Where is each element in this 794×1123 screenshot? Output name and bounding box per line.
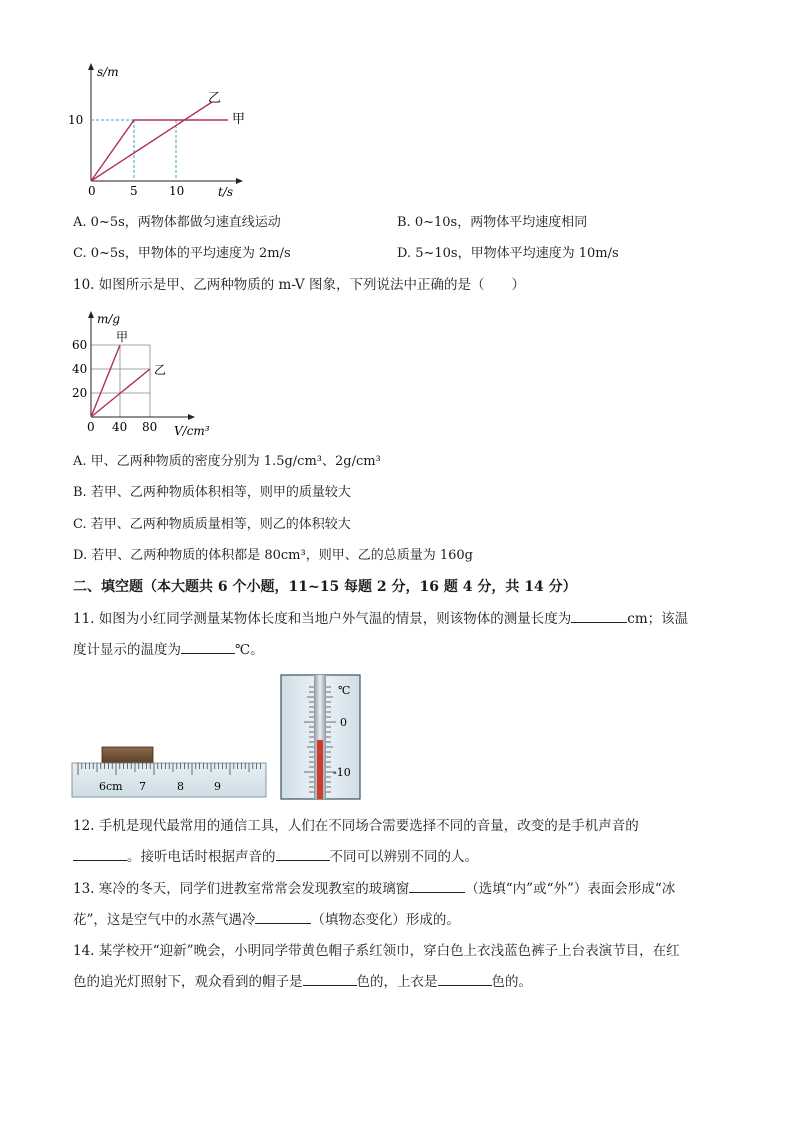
q13-line2 [73, 911, 460, 929]
q9-series-label-yi: 乙 [208, 91, 222, 106]
q13-blank-phase[interactable] [255, 911, 311, 924]
q10-mv-chart [70, 308, 250, 440]
q9-xtick-5: 5 [130, 184, 138, 198]
q10-xtick-40: 40 [112, 420, 128, 434]
ruler-label-6: 6cm [99, 780, 123, 793]
q10-ytick-20: 20 [72, 386, 88, 400]
q10-series-label-jia: 甲 [116, 330, 129, 344]
ruler-figure [72, 744, 268, 800]
thermometer-mercury [317, 740, 323, 799]
q10-ytick-60: 60 [72, 338, 88, 352]
q13-text-b: （选填“内”或“外”）表面会形成“冰 [465, 881, 676, 897]
q11-text-d: ℃。 [235, 642, 264, 658]
q10-xtick-0: 0 [87, 420, 95, 434]
q9-option-d[interactable]: D. 5~10s，甲物体平均速度为 10m/s [397, 246, 619, 261]
q9-xtick-0: 0 [88, 184, 96, 198]
q10-y-label: m/g [97, 312, 121, 326]
section2-heading: 二、填空题（本大题共 6 个小题，11~15 每题 2 分，16 题 4 分，共 14 分） [73, 579, 577, 595]
q14-text-a: 色的追光灯照射下，观众看到的帽子是 [73, 974, 303, 990]
q9-option-a[interactable]: A. 0~5s，两物体都做匀速直线运动 [73, 215, 281, 230]
q10-option-b[interactable]: B. 若甲、乙两种物质体积相等，则甲的质量较大 [73, 485, 351, 500]
q9-series-yi [91, 102, 212, 181]
q11-blank-length[interactable] [571, 610, 627, 623]
ruler-label-8: 8 [177, 780, 184, 793]
q10-xtick-80: 80 [142, 420, 158, 434]
q13-text-d: （填物态变化）形成的。 [311, 912, 460, 928]
q14-text-b: 色的，上衣是 [356, 974, 438, 990]
q13-line1 [73, 880, 675, 898]
ruler-label-9: 9 [214, 780, 221, 793]
q12-text-c: 不同可以辨别不同的人。 [329, 849, 478, 865]
q11-text-b: cm；该温 [627, 611, 689, 627]
q12-line1: 12. 手机是现代最常用的通信工具，人们在不同场合需要选择不同的音量，改变的是手机声音的 [73, 818, 639, 834]
q10-series-jia [91, 345, 120, 417]
q10-stem: 10. 如图所示是甲、乙两种物质的 m-V 图象，下列说法中正确的是（ ） [73, 277, 525, 293]
q11-line2 [73, 641, 264, 659]
q9-ytick-10: 10 [68, 113, 84, 127]
q14-blank-hat[interactable] [303, 973, 357, 986]
q11-text-a: 11. 如图为小红同学测量某物体长度和当地户外气温的情景，则该物体的测量长度为 [73, 611, 572, 627]
q9-x-label: t/s [218, 185, 234, 199]
q11-line1 [73, 610, 688, 628]
q9-st-chart [68, 60, 260, 200]
measured-block [102, 747, 153, 763]
q9-option-c[interactable]: C. 0~5s，甲物体的平均速度为 2m/s [73, 246, 291, 261]
q9-series-label-jia: 甲 [232, 112, 246, 127]
q9-series-jia [91, 120, 228, 181]
q9-y-label: s/m [97, 65, 119, 79]
q12-text-b: 。接听电话时根据声音的 [127, 849, 276, 865]
q10-series-label-yi: 乙 [154, 363, 167, 377]
q10-option-a[interactable]: A. 甲、乙两种物质的密度分别为 1.5g/cm³、2g/cm³ [73, 454, 381, 469]
q13-blank-side[interactable] [409, 880, 465, 893]
q12-blank-loudness[interactable] [73, 848, 127, 861]
q14-line2 [73, 973, 532, 991]
q13-text-a: 13. 寒冷的冬天，同学们进教室常常会发现教室的玻璃窗 [73, 881, 410, 897]
q14-line1: 14. 某学校开“迎新”晚会，小明同学带黄色帽子系红领巾，穿白色上衣浅蓝色裤子上台表演节目，在红 [73, 943, 680, 959]
thermometer-label-neg10: -10 [333, 766, 351, 779]
ruler-label-7: 7 [139, 780, 146, 793]
q9-xtick-10: 10 [169, 184, 185, 198]
thermometer-unit: ℃ [338, 684, 351, 697]
q10-option-d[interactable]: D. 若甲、乙两种物质的体积都是 80cm³，则甲、乙的总质量为 160g [73, 548, 473, 563]
q12-line2 [73, 848, 478, 866]
q12-blank-timbre[interactable] [276, 848, 330, 861]
q13-text-c: 花”，这是空气中的水蒸气遇冷 [73, 912, 256, 928]
q10-ytick-40: 40 [72, 362, 88, 376]
q10-x-label: V/cm³ [174, 424, 210, 438]
q14-blank-shirt[interactable] [438, 973, 492, 986]
q14-text-c: 色的。 [491, 974, 532, 990]
q9-option-b[interactable]: B. 0~10s，两物体平均速度相同 [397, 215, 588, 230]
q11-text-c: 度计显示的温度为 [73, 642, 181, 658]
thermometer-label-0: 0 [340, 716, 347, 729]
q10-option-c[interactable]: C. 若甲、乙两种物质质量相等，则乙的体积较大 [73, 517, 351, 532]
q11-blank-temp[interactable] [181, 641, 235, 654]
thermometer-figure [280, 674, 362, 800]
